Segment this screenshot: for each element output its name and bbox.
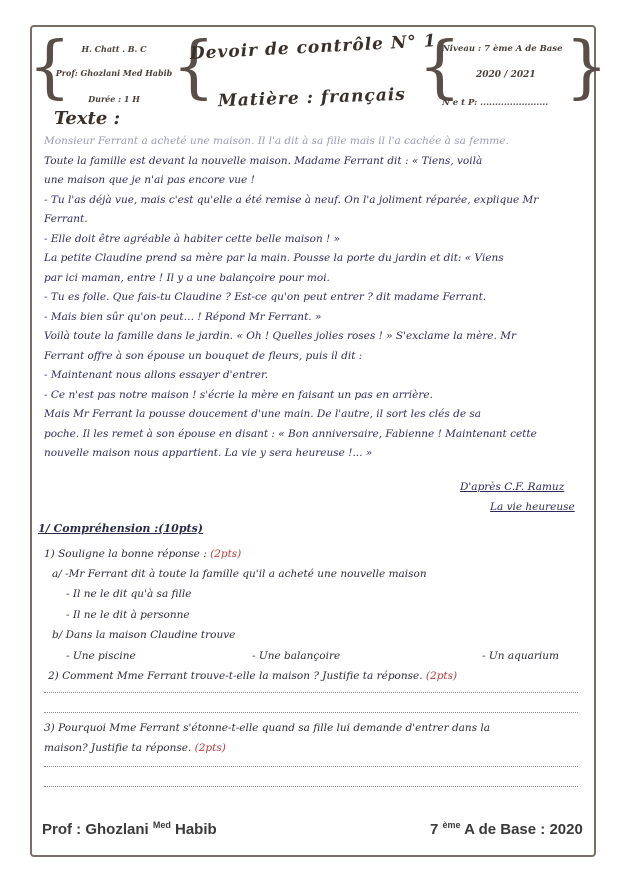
text-line: Ferrant offre à son épouse un bouquet de fleurs, puis il dit : bbox=[44, 349, 363, 362]
question-1a-option-2: - Il ne le dit à personne bbox=[66, 609, 190, 621]
school-year: 2020 / 2021 bbox=[476, 70, 536, 80]
level: Niveau : 7 ème A de Base bbox=[442, 44, 563, 54]
question-1-text: 1) Souligne la bonne réponse : bbox=[44, 548, 211, 560]
question-2-points: (2pts) bbox=[425, 670, 458, 682]
text-source-title: La vie heureuse bbox=[490, 501, 575, 513]
footer-teacher-sup: Med bbox=[152, 820, 171, 830]
text-line: Monsieur Ferrant a acheté une maison. Il l'a dit à sa fille mais il l'a cachée à sa femme. bbox=[44, 135, 509, 147]
answer-line[interactable] bbox=[44, 766, 578, 767]
header-left bbox=[44, 40, 184, 112]
text-line: Voilà toute la famille dans le jardin. « Oh ! Quelles jolies roses ! » S'exclame la mère. Mr bbox=[44, 330, 516, 342]
question-2-text: 2) Comment Mme Ferrant trouve-t-elle la maison ? Justifie ta réponse. bbox=[48, 670, 426, 682]
answer-line[interactable] bbox=[44, 712, 578, 713]
section-title: 1/ Compréhension :(10pts) bbox=[38, 522, 203, 535]
right-brace: } bbox=[565, 28, 609, 107]
text-line: - Mais bien sûr qu'on peut… ! Répond Mr Ferrant. » bbox=[44, 310, 322, 323]
text-line: une maison que je n'ai pas encore vue ! bbox=[44, 174, 255, 186]
grade-field: N e t P: ....................... bbox=[442, 98, 549, 108]
footer-level-suffix: A de Base : 2020 bbox=[460, 821, 583, 838]
question-3-line-1: 3) Pourquoi Mme Ferrant s'étonne-t-elle quand sa fille lui demande d'entrer dans la bbox=[44, 722, 491, 734]
footer-teacher bbox=[42, 820, 217, 838]
text-line: Ferrant. bbox=[44, 213, 88, 225]
footer-teacher-prefix: Prof : Ghozlani bbox=[42, 821, 153, 838]
footer-level-sup: ème bbox=[442, 820, 461, 830]
text-source: D'après C.F. Ramuz bbox=[460, 481, 565, 493]
answer-line[interactable] bbox=[44, 786, 578, 787]
school-name: H. Chatt . B. C bbox=[81, 44, 147, 54]
question-1b-option-3: - Un aquarium bbox=[482, 650, 559, 662]
text-line: Mais Mr Ferrant la pousse doucement d'une main. De l'autre, il sort les clés de sa bbox=[44, 408, 482, 420]
exam-title: Devoir de contrôle N° 1 bbox=[189, 31, 438, 64]
center-right-brace: { bbox=[418, 28, 462, 107]
footer-level bbox=[430, 820, 583, 838]
answer-line[interactable] bbox=[44, 692, 578, 693]
subject-title: Matière : français bbox=[217, 84, 407, 112]
question-3-text: maison? Justifie ta réponse. bbox=[44, 742, 195, 754]
text-heading: Texte : bbox=[54, 108, 121, 129]
left-brace: { bbox=[28, 28, 72, 107]
footer-teacher-suffix: Habib bbox=[170, 821, 217, 838]
question-1a: a/ -Mr Ferrant dit à toute la famille qu'il a acheté une nouvelle maison bbox=[52, 568, 427, 580]
text-line: - Tu es folle. Que fais-tu Claudine ? Est-ce qu'on peut entrer ? dit madame Ferrant. bbox=[44, 291, 487, 303]
text-line: - Elle doit être agréable à habiter cette belle maison ! » bbox=[44, 232, 341, 245]
question-2 bbox=[48, 670, 457, 682]
text-line: - Ce n'est pas notre maison ! s'écrie la mère en faisant un pas en arrière. bbox=[44, 388, 433, 401]
text-line: poche. Il les remet à son épouse en disant : « Bon anniversaire, Fabienne ! Maintenant cette bbox=[44, 427, 537, 440]
teacher-name: Prof: Ghozlani Med Habib bbox=[55, 68, 173, 78]
reading-text bbox=[44, 132, 584, 464]
question-3-line-2 bbox=[44, 742, 226, 754]
text-line: - Tu l'as déjà vue, mais c'est qu'elle a été remise à neuf. On l'a joliment réparée, explique Mr bbox=[44, 193, 539, 206]
question-1-points: (2pts) bbox=[210, 548, 242, 560]
question-3-points: (2pts) bbox=[194, 742, 226, 754]
question-1b-option-1: - Une piscine bbox=[66, 650, 136, 662]
text-line: par ici maman, entre ! Il y a une balançoire pour moi. bbox=[44, 271, 330, 284]
text-line: nouvelle maison nous appartient. La vie y sera heureuse !... » bbox=[44, 447, 373, 459]
question-1a-option-1: - Il ne le dit qu'à sa fille bbox=[66, 588, 192, 600]
footer-level-prefix: 7 bbox=[430, 821, 443, 838]
duration: Durée : 1 H bbox=[88, 94, 140, 104]
question-1b: b/ Dans la maison Claudine trouve bbox=[52, 629, 236, 641]
text-line: - Maintenant nous allons essayer d'entrer. bbox=[44, 369, 269, 381]
question-1 bbox=[44, 548, 241, 560]
text-line: Toute la famille est devant la nouvelle maison. Madame Ferrant dit : « Tiens, voilà bbox=[44, 154, 483, 167]
center-left-brace: { bbox=[172, 28, 216, 107]
question-1b-option-2: - Une balançoire bbox=[252, 650, 341, 662]
text-line: La petite Claudine prend sa mère par la main. Pousse la porte du jardin et dit: « Viens bbox=[44, 252, 504, 264]
